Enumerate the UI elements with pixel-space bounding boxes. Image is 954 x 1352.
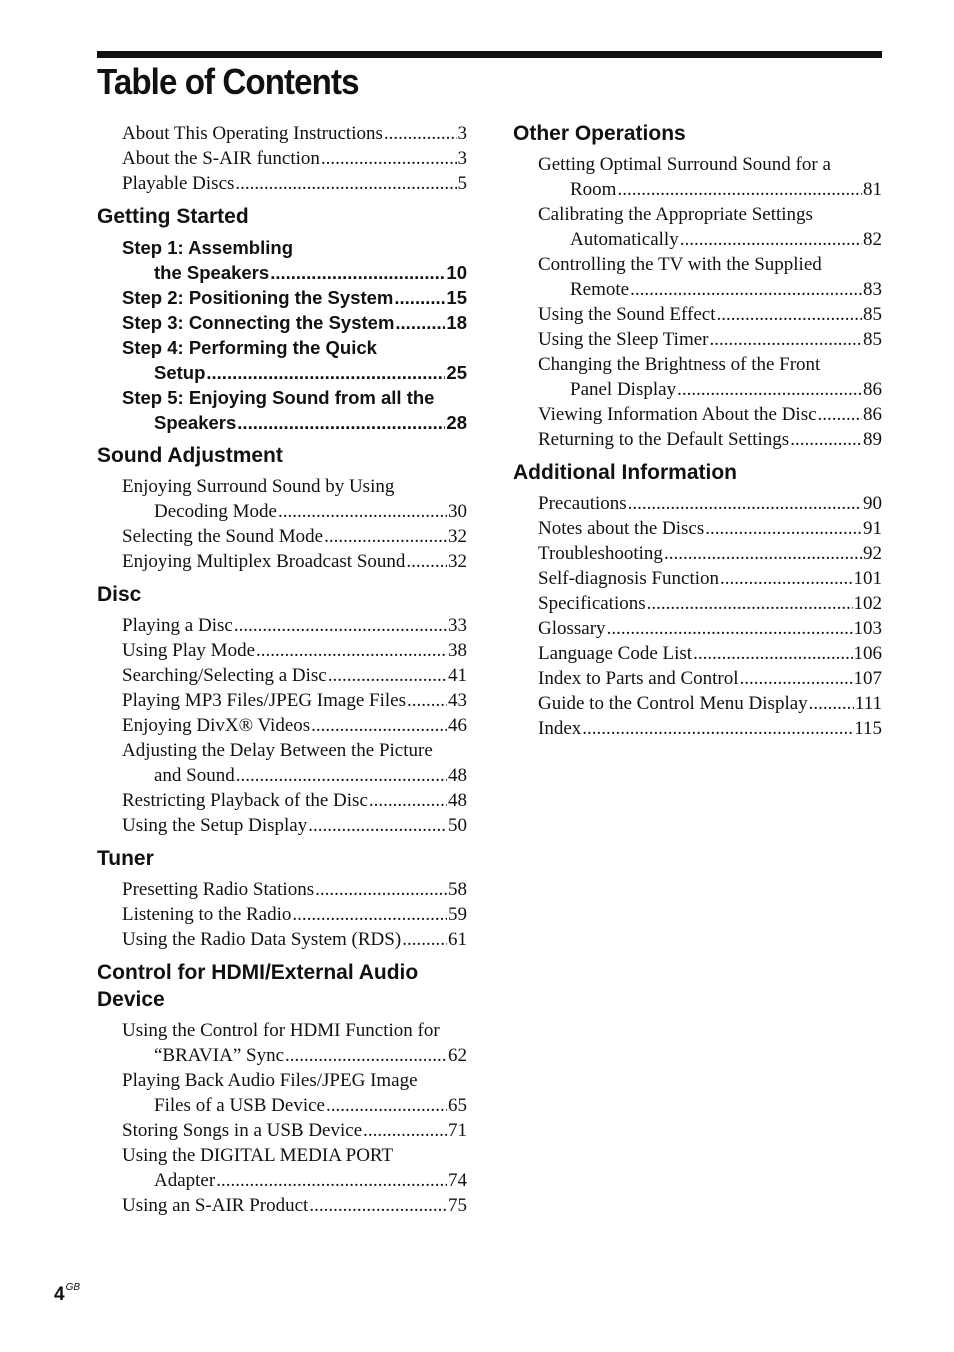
toc-leader-dots [256,638,447,663]
section-heading: Additional Information [513,461,737,484]
toc-entry [122,285,467,310]
toc-entry [122,1068,467,1118]
toc-leader-dots [234,613,447,638]
toc-entry [538,252,882,302]
section-heading: Control for HDMI/External Audio Device [97,961,419,1011]
toc-entry-page: 65 [448,1095,467,1116]
toc-right-column [513,120,882,748]
toc-entry-title: Listening to the Radio [122,904,292,925]
section-heading: Tuner [97,847,154,870]
toc-entry [122,549,467,574]
toc-leader-dots [582,716,853,741]
toc-leader-dots [693,641,852,666]
toc-entry [538,202,882,252]
toc-leader-dots [237,410,445,435]
toc-entry-title: Using the Sound Effect [538,304,716,325]
toc-entry [122,713,467,738]
toc-entry-page: 38 [448,640,467,661]
toc-entry-line [122,549,467,574]
toc-entry-line [122,121,467,146]
toc-entry-title: Step 4: Performing the Quick [122,337,377,358]
toc-entry-page: 74 [448,1170,467,1191]
toc-entry-page: 82 [863,229,882,250]
toc-entry [122,927,467,952]
toc-entry-page: 46 [448,715,467,736]
section-entries [97,235,467,435]
toc-entry-line [538,566,882,591]
toc-entry-title: Restricting Playback of the Disc [122,790,368,811]
toc-entry-line [122,927,467,952]
toc-entry-title: the Speakers [154,262,270,283]
toc-entry-title: Guide to the Control Menu Display [538,693,808,714]
toc-entry-title: Glossary [538,618,606,639]
toc-entry [538,616,882,641]
toc-entry-page: 102 [853,593,882,614]
section-entries [513,152,882,452]
toc-entry [122,738,467,788]
toc-entry-line [122,877,467,902]
section-heading: Disc [97,583,142,606]
toc-entry-page: 3 [457,123,467,144]
page-title: Table of Contents [97,61,359,102]
toc-leader-dots [818,402,862,427]
toc-entry-page: 107 [853,668,882,689]
toc-entry-title: Enjoying DivX® Videos [122,715,311,736]
title-rule [97,51,882,58]
page-number-value: 4 [54,1284,65,1305]
toc-entry-line [538,716,882,741]
toc-entry [122,235,467,285]
toc-entry-title: Automatically [570,229,679,250]
toc-leader-dots [664,541,862,566]
toc-entry-line [122,499,467,524]
toc-entry-page: 90 [863,493,882,514]
toc-entry [538,152,882,202]
toc-entry-title: Enjoying Surround Sound by Using [122,476,395,497]
toc-leader-dots [278,499,447,524]
toc-leader-dots [809,691,854,716]
toc-entry-title: Enjoying Multiplex Broadcast Sound [122,551,406,572]
page-number-suffix: GB [65,1282,81,1293]
toc-entry [122,171,467,196]
toc-entry [538,302,882,327]
toc-entry-line [538,377,882,402]
left-sections [97,203,467,1218]
section-entries [513,491,882,741]
toc-entry-title: About the S-AIR function [122,148,320,169]
toc-entry-title: Step 3: Connecting the System [122,312,395,333]
toc-entry-page: 33 [448,615,467,636]
right-sections [513,120,882,741]
toc-entry-page: 101 [853,568,882,589]
toc-entry-page: 86 [863,404,882,425]
toc-entry-page: 32 [448,526,467,547]
toc-entry-page: 83 [863,279,882,300]
toc-entry [122,877,467,902]
toc-entry [122,146,467,171]
toc-entry-line [538,402,882,427]
toc-entry-line [538,516,882,541]
toc-entry-line [122,902,467,927]
toc-entry-page: 30 [448,501,467,522]
toc-leader-dots [680,227,862,252]
toc-entry-title: and Sound [154,765,235,786]
toc-entry [122,788,467,813]
toc-entry-title: Selecting the Sound Mode [122,526,324,547]
toc-leader-dots [308,813,447,838]
toc-entry-line [538,616,882,641]
toc-entry-page: 43 [448,690,467,711]
toc-entry-title: Using an S-AIR Product [122,1195,309,1216]
toc-entry-title: Speakers [154,412,237,433]
toc-entry-title: Language Code List [538,643,693,664]
toc-entry-title: Playable Discs [122,173,235,194]
toc-entry-line [122,1118,467,1143]
toc-entry-page: 85 [863,329,882,350]
toc-entry-line [538,591,882,616]
toc-entry-page: 32 [448,551,467,572]
toc-entry-line [122,813,467,838]
toc-leader-dots [790,427,862,452]
toc-entry-title: Calibrating the Appropriate Settings [538,204,813,225]
toc-entry-line [122,285,467,310]
toc-entry-title: Getting Optimal Surround Sound for a [538,154,831,175]
toc-entry [122,335,467,385]
toc-entry [122,1143,467,1193]
toc-leader-dots [617,177,862,202]
toc-leader-dots [292,902,447,927]
toc-entry-title: Remote [570,279,630,300]
toc-entry-title: Using Play Mode [122,640,255,661]
toc-entry [122,385,467,435]
toc-entry-title: Changing the Brightness of the Front [538,354,821,375]
toc-entry-page: 58 [448,879,467,900]
toc-leader-dots [705,516,862,541]
toc-entry-title: Room [570,179,617,200]
toc-entry [122,1118,467,1143]
toc-entry [538,691,882,716]
toc-entry-line [122,310,467,335]
toc-entry-page: 15 [446,287,467,308]
toc-entry-title: Index to Parts and Control [538,668,739,689]
toc-entry-line [538,227,882,252]
toc-entry-line [122,410,467,435]
toc-entry-page: 106 [853,643,882,664]
toc-leader-dots [216,1168,447,1193]
toc-leader-dots [321,146,457,171]
toc-leader-dots [315,877,447,902]
intro-entries [97,121,467,196]
toc-entry-page: 50 [448,815,467,836]
toc-entry-line [122,638,467,663]
section-entries [97,1018,467,1218]
toc-entry-line [122,146,467,171]
toc-entry-page: 75 [448,1195,467,1216]
toc-leader-dots [607,616,853,641]
toc-entry-title: Playing a Disc [122,615,233,636]
toc-entry-title: Storing Songs in a USB Device [122,1120,363,1141]
page-number [54,1284,80,1306]
toc-entry-line [538,691,882,716]
toc-entry-page: 59 [448,904,467,925]
toc-entry [538,402,882,427]
toc-entry-title: Viewing Information About the Disc [538,404,817,425]
toc-leader-dots [270,260,445,285]
toc-entry-title: Setup [154,362,206,383]
toc-entry-line [122,613,467,638]
toc-entry-title: Using the DIGITAL MEDIA PORT [122,1145,394,1166]
toc-entry-line [538,427,882,452]
toc-entry-title: Using the Setup Display [122,815,308,836]
toc-entry-title: Specifications [538,593,646,614]
toc-entry-title: Adapter [154,1170,216,1191]
toc-entry-title: Files of a USB Device [154,1095,325,1116]
toc-entry-line [538,641,882,666]
toc-entry-title: Panel Display [570,379,677,400]
section-entries [97,877,467,952]
toc-entry-page: 28 [446,412,467,433]
toc-leader-dots [630,277,862,302]
toc-entry-page: 86 [863,379,882,400]
toc-entry-title: Presetting Radio Stations [122,879,315,900]
toc-entry-line [122,663,467,688]
toc-entry-page: 3 [457,148,467,169]
toc-leader-dots [395,310,445,335]
section-entries [97,613,467,838]
toc-entry-title: Playing Back Audio Files/JPEG Image [122,1070,418,1091]
toc-entry-line [122,1193,467,1218]
toc-entry [538,641,882,666]
toc-entry-page: 61 [448,929,467,950]
toc-entry-line [122,1043,467,1068]
toc-entry-line [122,360,467,385]
toc-entry-page: 41 [448,665,467,686]
toc-leader-dots [235,171,456,196]
toc-entry-title: Using the Radio Data System (RDS) [122,929,402,950]
toc-entry-page: 5 [457,173,467,194]
toc-entry [538,541,882,566]
toc-entry [538,427,882,452]
toc-entry-title: Playing MP3 Files/JPEG Image Files [122,690,406,711]
toc-entry-title: Adjusting the Delay Between the Picture [122,740,433,761]
toc-entry-line [538,177,882,202]
toc-entry-line [538,302,882,327]
toc-entry-title: Step 1: Assembling [122,237,293,258]
toc-entry [122,1018,467,1068]
toc-entry-title: Controlling the TV with the Supplied [538,254,822,275]
toc-entry-title: Self-diagnosis Function [538,568,720,589]
toc-entry-page: 48 [448,790,467,811]
toc-entry [122,613,467,638]
toc-entry-title: Using the Sleep Timer [538,329,709,350]
toc-entry-line [122,1093,467,1118]
toc-entry [538,352,882,402]
toc-leader-dots [709,327,862,352]
toc-leader-dots [402,927,447,952]
toc-entry-page: 48 [448,765,467,786]
toc-entry-page: 71 [448,1120,467,1141]
toc-leader-dots [406,549,447,574]
toc-entry-page: 62 [448,1045,467,1066]
section-heading: Sound Adjustment [97,444,283,467]
toc-entry-page: 115 [854,718,882,739]
toc-leader-dots [717,302,863,327]
toc-entry-title: Decoding Mode [154,501,277,522]
toc-entry [538,566,882,591]
toc-entry [538,716,882,741]
toc-entry-line [538,327,882,352]
toc-entry-page: 18 [446,312,467,333]
toc-entry-title: Using the Control for HDMI Function for [122,1020,440,1041]
toc-entry-title: Step 2: Positioning the System [122,287,394,308]
toc-entry-title: Step 5: Enjoying Sound from all the [122,387,435,408]
toc-leader-dots [311,713,447,738]
toc-entry-title: “BRAVIA” Sync [154,1045,285,1066]
toc-entry-line [122,763,467,788]
toc-leader-dots [647,591,853,616]
toc-entry [538,491,882,516]
toc-entry [122,121,467,146]
toc-leader-dots [407,688,447,713]
toc-entry-page: 89 [863,429,882,450]
toc-entry [122,1193,467,1218]
toc-entry [538,327,882,352]
toc-entry-page: 85 [863,304,882,325]
toc-entry [122,474,467,524]
toc-entry-title: Index [538,718,582,739]
toc-entry [538,666,882,691]
toc-entry-line [122,524,467,549]
toc-leader-dots [628,491,862,516]
toc-entry-line [122,1168,467,1193]
toc-leader-dots [236,763,447,788]
toc-entry-line [538,491,882,516]
toc-leader-dots [394,285,445,310]
toc-entry-title: Troubleshooting [538,543,663,564]
toc-leader-dots [324,524,447,549]
toc-leader-dots [285,1043,447,1068]
toc-entry-page: 91 [863,518,882,539]
toc-left-column [97,121,467,1225]
toc-entry [122,688,467,713]
toc-leader-dots [720,566,852,591]
toc-entry-title: Notes about the Discs [538,518,705,539]
toc-entry-line [538,666,882,691]
section-entries [97,474,467,574]
toc-leader-dots [363,1118,447,1143]
toc-entry-title: Returning to the Default Settings [538,429,790,450]
toc-entry-page: 103 [853,618,882,639]
toc-entry-page: 25 [446,362,467,383]
toc-entry [538,591,882,616]
toc-leader-dots [369,788,447,813]
toc-entry [122,638,467,663]
toc-entry-line [122,788,467,813]
toc-entry-title: About This Operating Instructions [122,123,383,144]
toc-entry [122,310,467,335]
toc-entry [122,813,467,838]
toc-entry-line [122,171,467,196]
toc-entry-page: 10 [446,262,467,283]
toc-entry-title: Searching/Selecting a Disc [122,665,327,686]
toc-entry-line [122,688,467,713]
toc-entry-line [122,260,467,285]
toc-entry-line [122,713,467,738]
section-heading: Getting Started [97,205,249,228]
toc-leader-dots [309,1193,447,1218]
toc-leader-dots [677,377,862,402]
toc-leader-dots [326,1093,447,1118]
toc-entry-page: 92 [863,543,882,564]
toc-entry-page: 81 [863,179,882,200]
toc-entry [122,524,467,549]
toc-entry-line [538,277,882,302]
toc-entry [538,516,882,541]
toc-leader-dots [740,666,853,691]
toc-entry-title: Precautions [538,493,627,514]
toc-leader-dots [328,663,447,688]
section-heading: Other Operations [513,122,686,145]
toc-entry-line [538,541,882,566]
toc-entry [122,663,467,688]
toc-entry-page: 111 [854,693,882,714]
toc-entry [122,902,467,927]
toc-leader-dots [384,121,457,146]
toc-leader-dots [206,360,445,385]
